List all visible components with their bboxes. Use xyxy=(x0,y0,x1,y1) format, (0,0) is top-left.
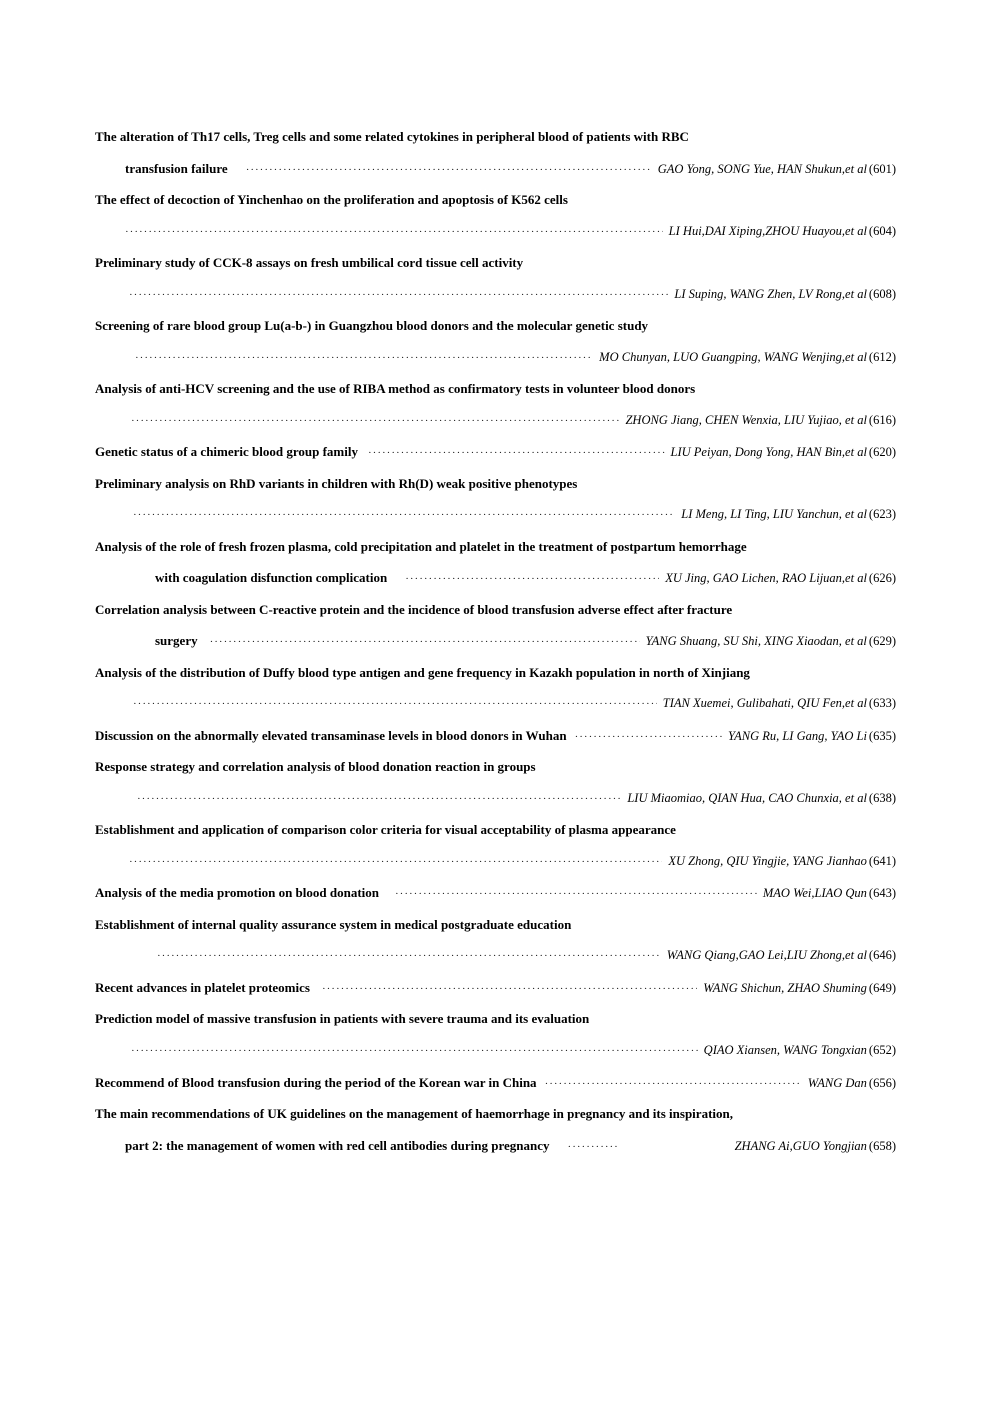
entry-title-line xyxy=(95,1011,896,1035)
entry-title: Preliminary study of CCK-8 assays on fresh umbilical cord tissue cell activity xyxy=(95,255,524,270)
entry-citation-line xyxy=(95,791,896,815)
entry-title: Analysis of the distribution of Duffy blood type antigen and gene frequency in Kazakh population in north of Xinjiang xyxy=(95,665,750,680)
entry-title: Analysis of the role of fresh frozen plasma, cold precipitation and platelet in the treatment of postpartum hemorrhage xyxy=(95,539,747,554)
dot-leader xyxy=(575,731,722,743)
entry-citation-line xyxy=(95,885,896,909)
entry-authors: XU Zhong, QIU Yingjie, YANG Jianhao xyxy=(668,854,867,868)
entry-title: Recommend of Blood transfusion during the period of the Korean war in China xyxy=(95,1075,537,1090)
entry-authors: TIAN Xuemei, Gulibahati, QIU Fen,et al xyxy=(662,696,867,710)
dot-leader xyxy=(322,983,697,995)
entry-authors: LIU Peiyan, Dong Yong, HAN Bin,et al xyxy=(670,445,867,459)
entry-title: Establishment and application of comparison color criteria for visual acceptability of plasma appearance xyxy=(95,822,676,837)
entry-page: (629) xyxy=(868,634,896,648)
dot-leader xyxy=(129,856,662,868)
entry-title: Response strategy and correlation analysis of blood donation reaction in groups xyxy=(95,759,536,774)
dot-leader xyxy=(133,509,675,521)
entry-authors: MAO Wei,LIAO Qun xyxy=(762,886,867,900)
entry-page: (652) xyxy=(868,1043,896,1057)
entry-title-line xyxy=(95,759,896,783)
entry-citation-line xyxy=(95,1075,896,1099)
entry-page: (638) xyxy=(868,791,896,805)
entry-citation-line xyxy=(95,287,896,311)
entry-authors: LI Meng, LI Ting, LIU Yanchun, et al xyxy=(681,507,867,521)
entry-citation-line xyxy=(95,1138,896,1162)
entry-authors: YANG Ru, LI Gang, YAO Li xyxy=(728,729,867,743)
entry-title-line xyxy=(95,192,896,216)
entry-title: Correlation analysis between C-reactive protein and the incidence of blood transfusion adverse effect after fracture xyxy=(95,602,733,617)
dot-leader xyxy=(131,1045,698,1057)
entry-authors: LI Suping, WANG Zhen, LV Rong,et al xyxy=(674,287,867,301)
entry-title: Prediction model of massive transfusion in patients with severe trauma and its evaluation xyxy=(95,1011,590,1026)
entry-authors: WANG Dan xyxy=(807,1076,867,1090)
entry-authors: LIU Miaomiao, QIAN Hua, CAO Chunxia, et al xyxy=(627,791,867,805)
entry-page: (601) xyxy=(868,162,896,176)
entry-citation-line xyxy=(95,728,896,752)
entry-title: surgery xyxy=(155,633,198,648)
entry-title: The main recommendations of UK guidelines on the management of haemorrhage in pregnancy and its inspiration, xyxy=(95,1106,733,1121)
entry-title-line xyxy=(95,318,896,342)
entry-title: with coagulation disfunction complication xyxy=(155,570,388,585)
dot-leader xyxy=(210,636,640,648)
entry-citation-line xyxy=(95,570,896,594)
entry-page: (643) xyxy=(868,886,896,900)
entry-page: (604) xyxy=(868,224,896,238)
entry-authors: YANG Shuang, SU Shi, XING Xiaodan, et al xyxy=(645,634,867,648)
entry-page: (633) xyxy=(868,696,896,710)
dot-leader xyxy=(568,1141,620,1153)
entry-citation-line xyxy=(95,980,896,1004)
entry-title-line xyxy=(95,602,896,626)
entry-citation-line xyxy=(95,224,896,248)
entry-page: (658) xyxy=(868,1139,896,1153)
entry-title: Genetic status of a chimeric blood group family xyxy=(95,444,358,459)
dot-leader xyxy=(137,793,621,805)
entry-title: Analysis of the media promotion on blood donation xyxy=(95,885,380,900)
dot-leader xyxy=(125,226,663,238)
entry-title-line xyxy=(95,381,896,405)
entry-title: The alteration of Th17 cells, Treg cells and some related cytokines in peripheral blood of patients with RBC xyxy=(95,129,689,144)
entry-page: (620) xyxy=(868,445,896,459)
entry-citation-line xyxy=(95,854,896,878)
entry-title: The effect of decoction of Yinchenhao on the proliferation and apoptosis of K562 cells xyxy=(95,192,568,207)
entry-citation-line xyxy=(95,633,896,657)
entry-authors: GAO Yong, SONG Yue, HAN Shukun,et al xyxy=(657,162,867,176)
entry-citation-line xyxy=(95,948,896,972)
entry-citation-line xyxy=(95,696,896,720)
entry-page: (656) xyxy=(868,1076,896,1090)
entry-title: Recent advances in platelet proteomics xyxy=(95,980,310,995)
dot-leader xyxy=(368,447,665,459)
entry-page: (649) xyxy=(868,981,896,995)
dot-leader xyxy=(545,1078,802,1090)
entry-citation-line xyxy=(95,413,896,437)
entry-authors: QIAO Xiansen, WANG Tongxian xyxy=(703,1043,867,1057)
entry-citation-line xyxy=(95,507,896,531)
entry-authors: MO Chunyan, LUO Guangping, WANG Wenjing,et al xyxy=(599,350,867,364)
entry-title-line xyxy=(95,822,896,846)
entry-authors: WANG Shichun, ZHAO Shuming xyxy=(703,981,867,995)
entry-page: (626) xyxy=(868,571,896,585)
entry-authors: WANG Qiang,GAO Lei,LIU Zhong,et al xyxy=(666,948,867,962)
entry-title-line xyxy=(95,255,896,279)
entry-title: Screening of rare blood group Lu(a-b-) in Guangzhou blood donors and the molecular genetic study xyxy=(95,318,649,333)
entry-authors: XU Jing, GAO Lichen, RAO Lijuan,et al xyxy=(665,571,867,585)
entry-page: (641) xyxy=(868,854,896,868)
entry-title: part 2: the management of women with red cell antibodies during pregnancy xyxy=(125,1138,550,1153)
entry-page: (623) xyxy=(868,507,896,521)
dot-leader xyxy=(129,289,668,301)
entry-citation-line xyxy=(95,444,896,468)
entry-title: Discussion on the abnormally elevated transaminase levels in blood donors in Wuhan xyxy=(95,728,567,743)
entry-title-line xyxy=(95,476,896,500)
entry-title-line xyxy=(95,665,896,689)
entry-authors: LI Hui,DAI Xiping,ZHOU Huayou,et al xyxy=(668,224,867,238)
entry-citation-line xyxy=(95,1043,896,1067)
dot-leader xyxy=(135,352,593,364)
entry-title: transfusion failure xyxy=(125,161,228,176)
dot-leader xyxy=(405,573,659,585)
entry-page: (616) xyxy=(868,413,896,427)
entry-page: (612) xyxy=(868,350,896,364)
entry-title-line xyxy=(95,1106,896,1130)
dot-leader xyxy=(133,698,657,710)
entry-title-line xyxy=(95,129,896,153)
entry-title-line xyxy=(95,539,896,563)
entry-authors: ZHANG Ai,GUO Yongjian xyxy=(734,1139,867,1153)
entry-title: Analysis of anti-HCV screening and the use of RIBA method as confirmatory tests in volunteer blood donors xyxy=(95,381,696,396)
entry-page: (646) xyxy=(868,948,896,962)
dot-leader xyxy=(131,415,619,427)
entry-citation-line xyxy=(95,161,896,185)
entry-title: Preliminary analysis on RhD variants in children with Rh(D) weak positive phenotypes xyxy=(95,476,578,491)
dot-leader xyxy=(246,164,652,176)
entry-citation-line xyxy=(95,350,896,374)
dot-leader xyxy=(157,950,661,962)
entry-title-line xyxy=(95,917,896,941)
entry-page: (635) xyxy=(868,729,896,743)
entry-page: (608) xyxy=(868,287,896,301)
dot-leader xyxy=(395,888,757,900)
entry-title: Establishment of internal quality assurance system in medical postgraduate education xyxy=(95,917,572,932)
entry-authors: ZHONG Jiang, CHEN Wenxia, LIU Yujiao, et al xyxy=(625,413,867,427)
